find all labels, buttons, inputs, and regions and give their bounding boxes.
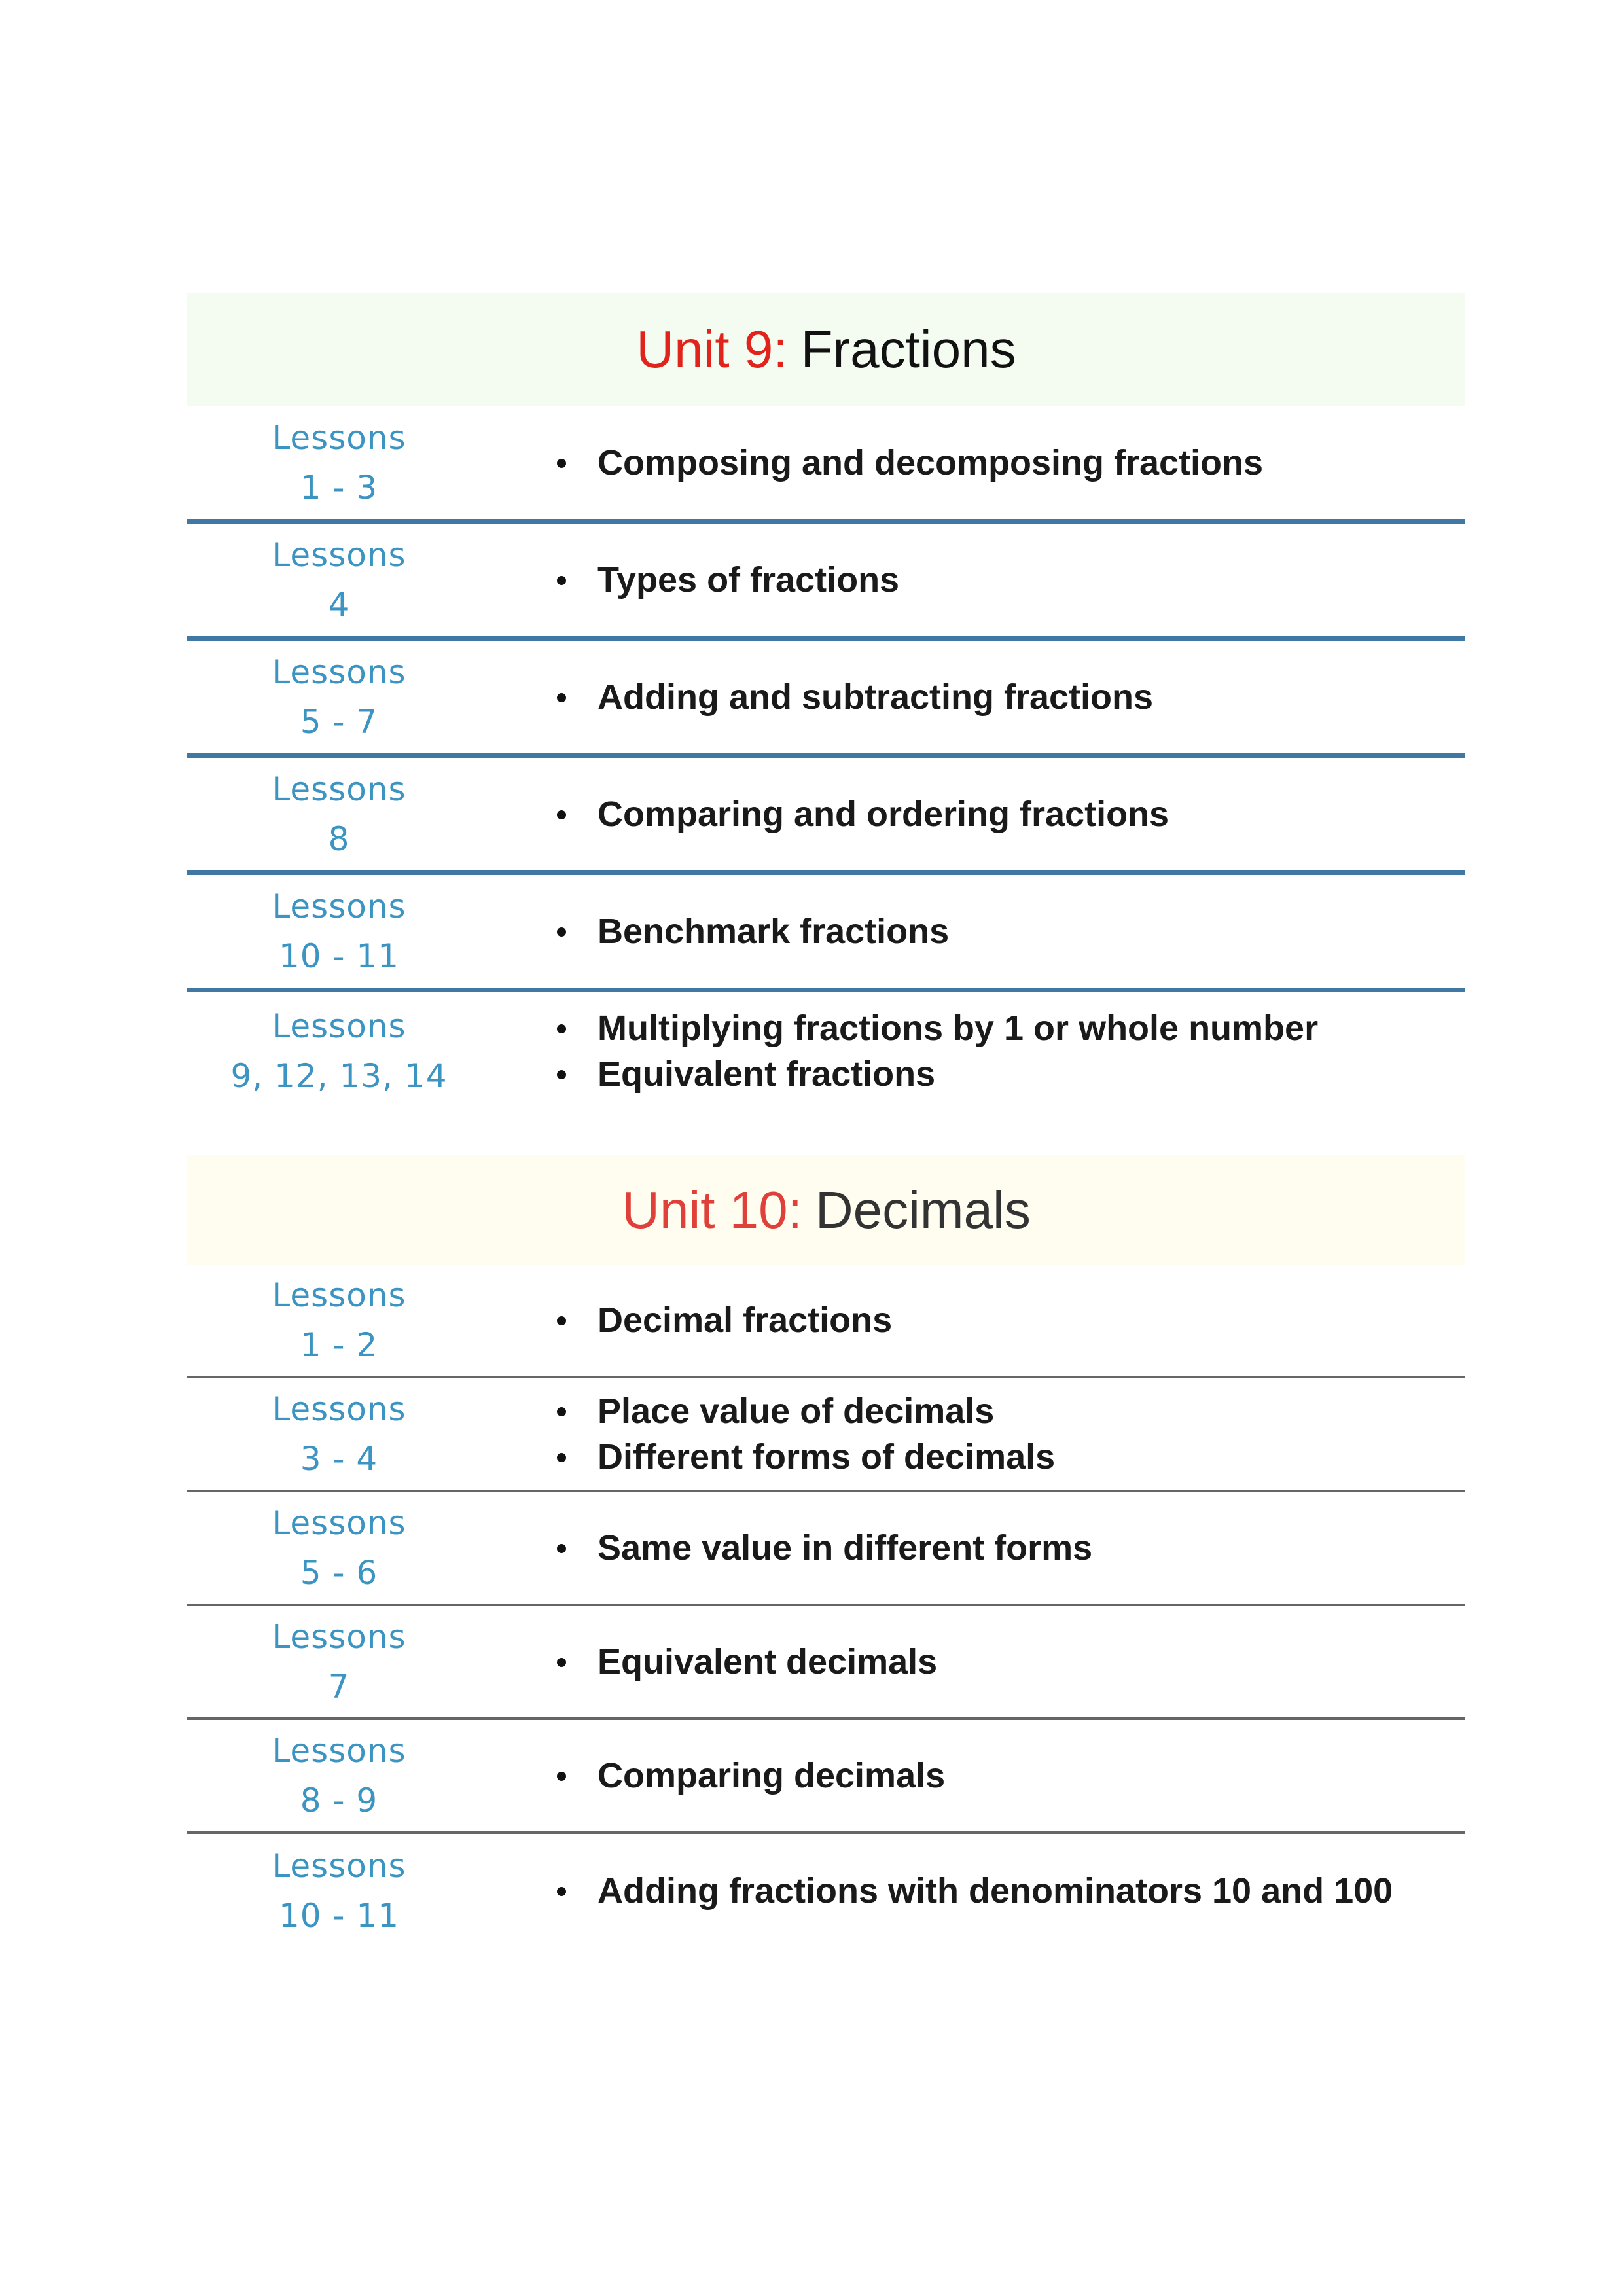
topic-item: Place value of decimals bbox=[557, 1388, 1055, 1434]
unit-title: Fractions bbox=[800, 320, 1016, 378]
lessons-label: Lessons bbox=[272, 1847, 406, 1885]
lessons-cell bbox=[187, 647, 491, 747]
lesson-row bbox=[187, 1265, 1465, 1378]
topic-list bbox=[557, 1297, 892, 1343]
unit-header bbox=[187, 1155, 1465, 1265]
lessons-range: 8 bbox=[328, 820, 350, 858]
lessons-label: Lessons bbox=[272, 1504, 406, 1542]
lessons-cell bbox=[187, 413, 491, 512]
lessons-range: 3 - 4 bbox=[300, 1440, 378, 1478]
lessons-cell bbox=[187, 764, 491, 864]
topic-item: Equivalent decimals bbox=[557, 1639, 937, 1685]
topic-item: Adding fractions with denominators 10 and 100 bbox=[557, 1868, 1393, 1914]
topic-list bbox=[557, 1525, 1092, 1571]
lessons-cell bbox=[187, 1612, 491, 1712]
lessons-cell bbox=[187, 1498, 491, 1598]
lessons-label: Lessons bbox=[272, 1732, 406, 1770]
topic-item: Same value in different forms bbox=[557, 1525, 1092, 1571]
unit-10-section bbox=[187, 1155, 1465, 1948]
lessons-label: Lessons bbox=[272, 888, 406, 925]
topic-list bbox=[557, 1868, 1393, 1914]
topic-item: Decimal fractions bbox=[557, 1297, 892, 1343]
topic-list bbox=[557, 674, 1153, 720]
topic-list bbox=[557, 1005, 1318, 1097]
lesson-row bbox=[187, 1720, 1465, 1834]
lessons-cell bbox=[187, 1384, 491, 1484]
unit-number: Unit 10: bbox=[622, 1180, 802, 1239]
lesson-row bbox=[187, 1492, 1465, 1606]
lessons-cell bbox=[187, 882, 491, 981]
lessons-range: 10 - 11 bbox=[278, 1897, 400, 1935]
lessons-range: 9, 12, 13, 14 bbox=[230, 1056, 448, 1095]
topic-list bbox=[557, 791, 1169, 837]
unit-header bbox=[187, 293, 1465, 406]
lesson-row bbox=[187, 758, 1465, 875]
lesson-row bbox=[187, 1834, 1465, 1948]
topic-item: Types of fractions bbox=[557, 557, 899, 603]
lesson-row bbox=[187, 1606, 1465, 1720]
lessons-cell bbox=[187, 1841, 491, 1941]
lesson-row bbox=[187, 992, 1465, 1109]
lessons-label: Lessons bbox=[272, 1276, 406, 1314]
lessons-range: 4 bbox=[328, 586, 350, 624]
topic-list bbox=[557, 1388, 1055, 1480]
lessons-label: Lessons bbox=[272, 653, 406, 691]
topic-item: Equivalent fractions bbox=[557, 1051, 1318, 1097]
topic-list bbox=[557, 908, 949, 954]
lessons-label: Lessons bbox=[272, 419, 406, 457]
topic-list bbox=[557, 1639, 937, 1685]
lessons-range: 5 - 6 bbox=[300, 1554, 378, 1592]
lessons-label: Lessons bbox=[272, 1618, 406, 1656]
lessons-range: 7 bbox=[328, 1668, 350, 1706]
topic-item: Comparing decimals bbox=[557, 1753, 945, 1799]
lessons-cell bbox=[187, 1001, 491, 1101]
topic-item: Composing and decomposing fractions bbox=[557, 440, 1263, 486]
topic-item: Benchmark fractions bbox=[557, 908, 949, 954]
unit-number: Unit 9: bbox=[636, 320, 788, 378]
lessons-cell bbox=[187, 1270, 491, 1370]
lessons-label: Lessons bbox=[272, 1390, 406, 1428]
unit-9-section bbox=[187, 293, 1465, 1109]
lessons-range: 10 - 11 bbox=[278, 937, 400, 975]
lesson-row bbox=[187, 641, 1465, 758]
lessons-range: 1 - 2 bbox=[300, 1326, 378, 1364]
topic-list bbox=[557, 1753, 945, 1799]
topic-item: Adding and subtracting fractions bbox=[557, 674, 1153, 720]
topic-item: Comparing and ordering fractions bbox=[557, 791, 1169, 837]
lessons-label: Lessons bbox=[272, 1007, 406, 1045]
lessons-range: 1 - 3 bbox=[300, 469, 378, 507]
lesson-row bbox=[187, 406, 1465, 524]
lesson-row bbox=[187, 524, 1465, 641]
lessons-cell bbox=[187, 530, 491, 630]
topic-list bbox=[557, 557, 899, 603]
lessons-label: Lessons bbox=[272, 770, 406, 808]
lessons-range: 5 - 7 bbox=[300, 703, 378, 741]
unit-title: Decimals bbox=[815, 1180, 1031, 1239]
topic-item: Multiplying fractions by 1 or whole number bbox=[557, 1005, 1318, 1051]
topic-item: Different forms of decimals bbox=[557, 1434, 1055, 1480]
lesson-row bbox=[187, 1378, 1465, 1492]
lessons-range: 8 - 9 bbox=[300, 1782, 378, 1820]
topic-list bbox=[557, 440, 1263, 486]
lesson-row bbox=[187, 875, 1465, 992]
lessons-label: Lessons bbox=[272, 536, 406, 574]
lessons-cell bbox=[187, 1726, 491, 1825]
